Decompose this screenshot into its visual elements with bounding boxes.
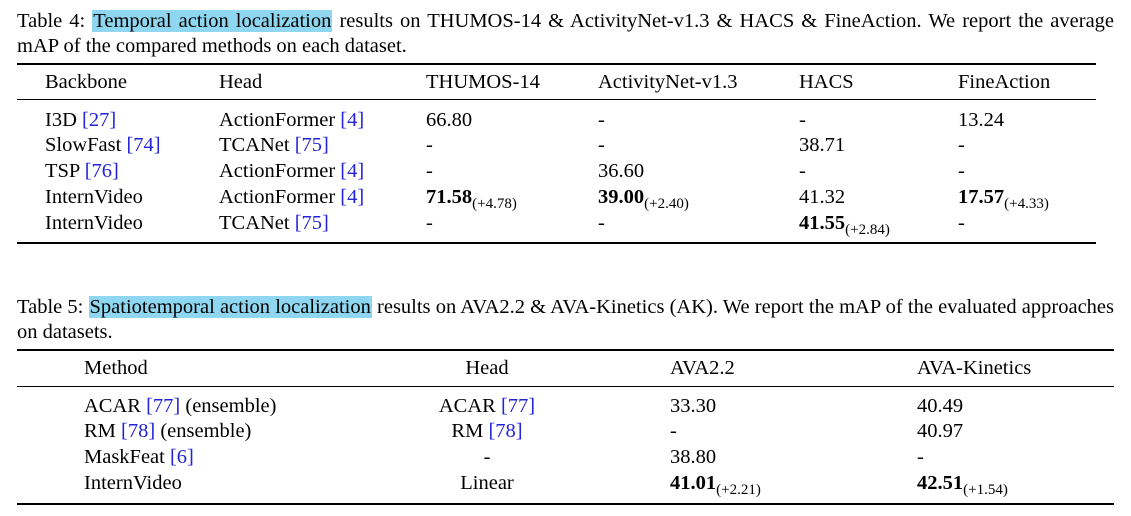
- table5-row-method: ACAR: [84, 395, 141, 417]
- table5-cell-ava: 33.30: [670, 395, 717, 417]
- table4-cell-thumos: 66.80: [426, 109, 473, 131]
- table5-cell-ava: -: [670, 420, 677, 442]
- table5-caption: [17, 295, 1114, 345]
- table-row: [84, 393, 276, 419]
- table4-header-fineaction: FineAction: [958, 71, 1051, 93]
- table4-row-head: [219, 158, 364, 184]
- table4-cell-fineaction: [958, 184, 1049, 212]
- table4-mid-rule: [17, 99, 1096, 100]
- table4-caption-label: Table 4:: [17, 10, 86, 32]
- table5-header-method: Method: [84, 357, 148, 379]
- table5-row-head: Linear: [460, 472, 514, 494]
- table4-row-backbone: InternVideo: [45, 212, 143, 234]
- citation-link[interactable]: [78]: [121, 420, 156, 442]
- table4-bottom-rule: [17, 242, 1096, 244]
- table4-header-hacs: HACS: [799, 71, 854, 93]
- table5-mid-rule: [17, 386, 1114, 387]
- table4-header-activitynet: ActivityNet-v1.3: [598, 71, 738, 93]
- table5-cell-ava: [670, 470, 761, 498]
- citation-link[interactable]: [77]: [500, 395, 536, 417]
- table4-caption-text: results on THUMOS-14 & ActivityNet-v1.3 & HACS & FineAction. We report the average mAP of the compared methods on each dataset.: [17, 10, 1115, 57]
- gain-value: (+4.78): [472, 196, 517, 212]
- table4-row-backbone: InternVideo: [45, 186, 143, 208]
- table5-header-ava: AVA2.2: [670, 357, 735, 379]
- gain-value: (+4.33): [1004, 196, 1049, 212]
- head-name: ActionFormer: [219, 109, 336, 131]
- table5-bottom-rule: [17, 503, 1114, 505]
- gain-value: (+1.54): [963, 482, 1008, 498]
- head-name: ActionFormer: [219, 186, 336, 208]
- table5-cell-ava: 38.80: [670, 446, 717, 468]
- best-value: 71.58: [426, 186, 473, 208]
- table5-header-head: Head: [465, 357, 509, 379]
- table4-row-head: [219, 184, 364, 210]
- table5-cell-avak: [917, 470, 1008, 498]
- table5-caption-highlight: Spatiotemporal action localization: [89, 296, 371, 318]
- table5-top-rule: [17, 349, 1114, 351]
- table5-row-method: MaskFeat: [84, 446, 165, 468]
- table5-row-head: [387, 393, 587, 419]
- table4-row-backbone: SlowFast: [45, 134, 122, 156]
- table4-top-rule: [17, 63, 1096, 65]
- table4-cell-activitynet: -: [598, 212, 605, 234]
- table-row: [84, 444, 194, 470]
- table4-row-backbone: TSP: [45, 160, 80, 182]
- table-row: [84, 418, 251, 444]
- citation-link[interactable]: [78]: [488, 420, 523, 442]
- table5-cell-avak: 40.49: [917, 395, 964, 417]
- table4-cell-thumos: -: [426, 212, 433, 234]
- table4-cell-fineaction: -: [958, 160, 965, 182]
- head-name: TCANet: [219, 134, 290, 156]
- table5-header-avak: AVA-Kinetics: [917, 357, 1032, 379]
- table4-row-backbone: I3D: [45, 109, 77, 131]
- citation-link[interactable]: [4]: [340, 160, 365, 182]
- table5-caption-text: results on AVA2.2 & AVA-Kinetics (AK). We report the mAP of the evaluated approaches on datasets.: [17, 296, 1115, 343]
- table4-cell-activitynet: 36.60: [598, 160, 645, 182]
- citation-link[interactable]: [77]: [146, 395, 181, 417]
- table4-row-head: [219, 132, 329, 158]
- table4-header-backbone: Backbone: [45, 71, 127, 93]
- gain-value: (+2.21): [716, 482, 761, 498]
- table4-caption-highlight: Temporal action localization: [93, 10, 332, 32]
- table-row: [45, 107, 116, 133]
- head-name: RM: [451, 420, 484, 442]
- table5-cell-avak: 40.97: [917, 420, 964, 442]
- method-note: (ensemble): [185, 395, 277, 417]
- table4-cell-hacs: -: [799, 109, 806, 131]
- citation-link[interactable]: [4]: [340, 186, 365, 208]
- citation-link[interactable]: [6]: [169, 446, 194, 468]
- table4-cell-hacs: 41.32: [799, 186, 846, 208]
- table4-cell-activitynet: -: [598, 134, 605, 156]
- table4-cell-hacs: 38.71: [799, 134, 846, 156]
- citation-link[interactable]: [27]: [82, 109, 117, 131]
- table-row: [45, 132, 161, 158]
- table5-caption-label: Table 5:: [17, 296, 84, 318]
- table4-cell-fineaction: -: [958, 212, 965, 234]
- head-name: ACAR: [438, 395, 496, 417]
- head-name: TCANet: [219, 212, 290, 234]
- citation-link[interactable]: [75]: [294, 212, 329, 234]
- table4-cell-activitynet: [598, 184, 689, 212]
- gain-value: (+2.40): [644, 196, 689, 212]
- table4-row-head: [219, 107, 364, 133]
- citation-link[interactable]: [76]: [84, 160, 119, 182]
- citation-link[interactable]: [4]: [340, 109, 365, 131]
- best-value: 42.51: [917, 472, 964, 494]
- table5-row-head: -: [483, 446, 491, 468]
- best-value: 17.57: [958, 186, 1005, 208]
- table5-row-method: RM: [84, 420, 116, 442]
- citation-link[interactable]: [75]: [294, 134, 329, 156]
- table4-cell-thumos: -: [426, 134, 433, 156]
- citation-link[interactable]: [74]: [126, 134, 161, 156]
- head-name: ActionFormer: [219, 160, 336, 182]
- table4-cell-fineaction: 13.24: [958, 109, 1005, 131]
- table4-caption: [17, 9, 1114, 59]
- table4-cell-hacs: -: [799, 160, 806, 182]
- best-value: 39.00: [598, 186, 645, 208]
- table4-header-thumos: THUMOS-14: [426, 71, 540, 93]
- method-note: (ensemble): [160, 420, 252, 442]
- table5-cell-avak: -: [917, 446, 924, 468]
- table5-row-method: InternVideo: [84, 472, 182, 494]
- table-row: [45, 158, 119, 184]
- gain-value: (+2.84): [845, 222, 890, 238]
- table4-cell-thumos: [426, 184, 517, 212]
- table4-cell-thumos: -: [426, 160, 433, 182]
- best-value: 41.55: [799, 212, 846, 234]
- best-value: 41.01: [670, 472, 717, 494]
- table4-row-head: [219, 210, 329, 236]
- table4-header-head: Head: [219, 71, 263, 93]
- table4-cell-activitynet: -: [598, 109, 605, 131]
- table4-cell-hacs: [799, 210, 890, 238]
- table4-cell-fineaction: -: [958, 134, 965, 156]
- table5-row-head: [387, 418, 587, 444]
